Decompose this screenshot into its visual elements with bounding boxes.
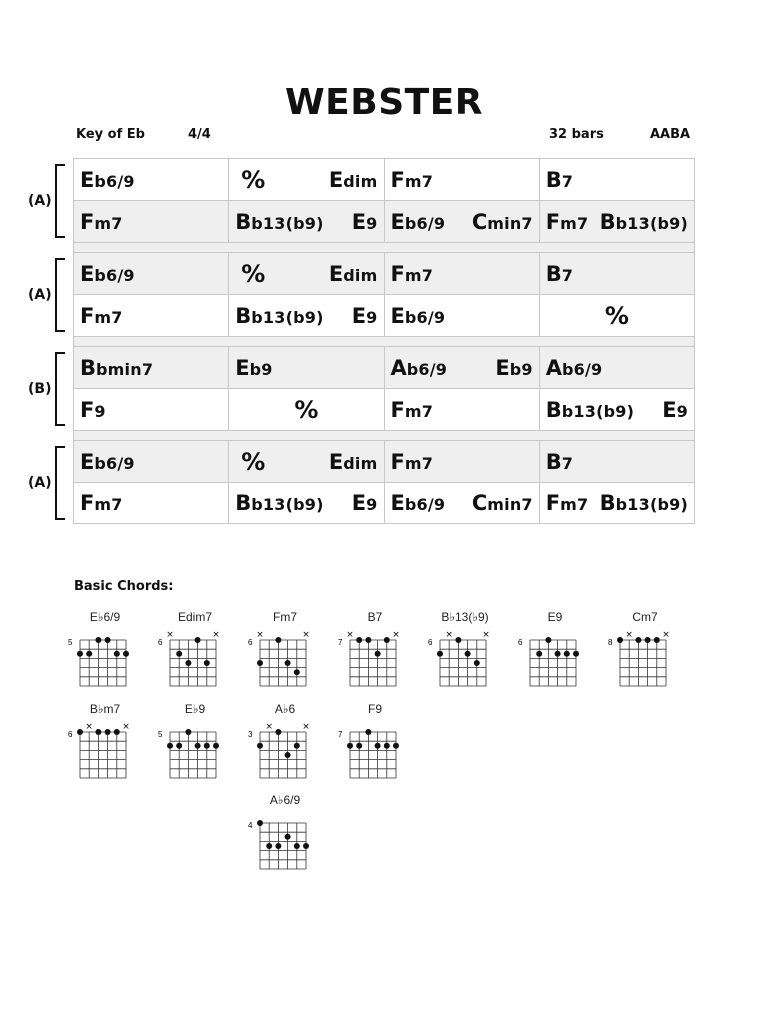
- fret-number: 7: [338, 730, 343, 739]
- chord-symbol: Fm7: [390, 167, 434, 192]
- chord-symbol: Fm7: [390, 397, 434, 422]
- fretboard: [60, 624, 150, 690]
- muted-string-icon: ×: [265, 722, 273, 732]
- chord-symbol: E9: [662, 397, 688, 422]
- fret-number: 7: [338, 638, 343, 647]
- measure: [540, 201, 694, 242]
- chart-row: [73, 158, 695, 200]
- chord-diagram-name: E9: [547, 610, 563, 624]
- finger-dot: [347, 743, 353, 749]
- muted-string-icon: ×: [302, 722, 310, 732]
- measure: [540, 389, 694, 430]
- finger-dot: [555, 651, 561, 657]
- finger-dot: [365, 729, 371, 735]
- measure: [229, 201, 384, 242]
- chart-row: [73, 294, 695, 336]
- muted-string-icon: ×: [212, 630, 220, 640]
- section-bracket: [55, 352, 65, 426]
- muted-string-icon: ×: [85, 722, 93, 732]
- section-bracket: [55, 164, 65, 238]
- fretboard: [240, 624, 330, 690]
- finger-dot: [645, 637, 651, 643]
- song-form: AABA: [650, 127, 691, 142]
- section-label: (B): [28, 381, 52, 397]
- chart-row: [73, 346, 695, 388]
- chord-diagram-name: B♭13(♭9): [441, 610, 489, 624]
- measure: [385, 441, 540, 482]
- chord-symbol: Edim: [328, 449, 378, 474]
- finger-dot: [275, 729, 281, 735]
- fret-number: 6: [248, 638, 253, 647]
- repeat-sign: %: [241, 447, 266, 476]
- measure: [229, 483, 384, 523]
- fret-number: 5: [158, 730, 163, 739]
- measure: [74, 253, 229, 294]
- finger-dot: [465, 651, 471, 657]
- section-label: (A): [28, 193, 52, 209]
- fret-number: 8: [608, 638, 613, 647]
- finger-dot: [356, 637, 362, 643]
- chord-diagram-name: B7: [367, 610, 383, 624]
- time-signature: 4/4: [188, 127, 211, 142]
- fret-number: 6: [68, 730, 73, 739]
- measure: [385, 483, 540, 523]
- measure: [74, 347, 229, 388]
- finger-dot: [474, 660, 480, 666]
- fretboard: [240, 716, 330, 782]
- finger-dot: [437, 651, 443, 657]
- finger-dot: [176, 651, 182, 657]
- chart-section: [73, 440, 695, 524]
- finger-dot: [257, 660, 263, 666]
- finger-dot: [365, 637, 371, 643]
- muted-string-icon: ×: [346, 630, 354, 640]
- measure: [74, 159, 229, 200]
- measure: [385, 347, 540, 388]
- finger-dot: [266, 843, 272, 849]
- chord-symbol: Cmin7: [471, 209, 533, 234]
- finger-dot: [564, 651, 570, 657]
- finger-dot: [635, 637, 641, 643]
- measure: [229, 389, 384, 430]
- finger-dot: [384, 743, 390, 749]
- measure: [540, 441, 694, 482]
- finger-dot: [123, 651, 129, 657]
- section-bracket: [55, 258, 65, 332]
- chart-section: [73, 158, 695, 242]
- chord-diagram-name: Cm7: [632, 610, 658, 624]
- chord-symbol: Eb6/9: [390, 303, 446, 328]
- section-bracket: [55, 446, 65, 520]
- fretboard: [600, 624, 690, 690]
- finger-dot: [114, 651, 120, 657]
- chord-symbol: Fm7: [390, 261, 434, 286]
- section-label: (A): [28, 475, 52, 491]
- repeat-sign: %: [294, 395, 319, 424]
- finger-dot: [275, 637, 281, 643]
- finger-dot: [195, 637, 201, 643]
- muted-string-icon: ×: [256, 630, 264, 640]
- measure: [540, 159, 694, 200]
- chord-symbol: Bb13(b9): [599, 491, 688, 515]
- chord-symbol: Bb13(b9): [235, 209, 324, 234]
- finger-dot: [536, 651, 542, 657]
- finger-dot: [294, 843, 300, 849]
- finger-dot: [257, 743, 263, 749]
- finger-dot: [105, 729, 111, 735]
- section-gap: [73, 336, 695, 346]
- chord-symbol: Eb9: [235, 355, 273, 380]
- measure: [229, 441, 384, 482]
- finger-dot: [257, 820, 263, 826]
- chord-symbol: Fm7: [545, 209, 589, 234]
- measure: [229, 253, 384, 294]
- section-gap: [73, 242, 695, 252]
- chord-symbol: E9: [351, 491, 378, 515]
- finger-dot: [114, 729, 120, 735]
- fretboard: [420, 624, 510, 690]
- finger-dot: [545, 637, 551, 643]
- chart-row: [73, 440, 695, 482]
- chord-symbol: Bb13(b9): [235, 303, 324, 328]
- finger-dot: [77, 651, 83, 657]
- muted-string-icon: ×: [482, 630, 490, 640]
- fretboard: [150, 624, 240, 690]
- finger-dot: [375, 651, 381, 657]
- measure: [540, 295, 694, 336]
- chord-symbol: Eb6/9: [80, 167, 135, 192]
- fret-number: 3: [248, 730, 253, 739]
- bar-count: 32 bars: [549, 127, 604, 142]
- chord-symbol: Bb13(b9): [545, 397, 635, 422]
- measure: [385, 295, 540, 336]
- fretboard: [60, 716, 150, 782]
- finger-dot: [86, 651, 92, 657]
- finger-dot: [95, 729, 101, 735]
- fretboard: [330, 716, 420, 782]
- finger-dot: [176, 743, 182, 749]
- chart-section: [73, 346, 695, 430]
- measure: [74, 389, 229, 430]
- chord-diagram-name: Fm7: [273, 610, 297, 624]
- measure: [540, 483, 694, 523]
- finger-dot: [617, 637, 623, 643]
- chord-diagram-name: E♭6/9: [89, 610, 121, 624]
- song-title: WEBSTER: [284, 82, 484, 123]
- chord-diagram-name: B♭m7: [89, 702, 121, 716]
- measure: [385, 159, 540, 200]
- finger-dot: [77, 729, 83, 735]
- finger-dot: [105, 637, 111, 643]
- muted-string-icon: ×: [166, 630, 174, 640]
- chord-symbol: Fm7: [80, 209, 123, 234]
- muted-string-icon: ×: [625, 630, 633, 640]
- measure: [229, 295, 384, 336]
- section-label: (A): [28, 287, 52, 303]
- chord-symbol: Edim: [328, 261, 378, 286]
- measure: [74, 441, 229, 482]
- chord-diagram-name: E♭9: [184, 702, 206, 716]
- chord-symbol: Bb13(b9): [599, 209, 688, 234]
- measure: [540, 347, 694, 388]
- measure: [74, 295, 229, 336]
- finger-dot: [455, 637, 461, 643]
- chord-diagram-name: Edim7: [177, 610, 212, 624]
- fret-number: 6: [518, 638, 523, 647]
- chord-symbol: Fm7: [80, 303, 123, 328]
- measure: [229, 159, 384, 200]
- chord-symbol: Fm7: [80, 491, 123, 515]
- measure: [540, 253, 694, 294]
- section-gap: [73, 430, 695, 440]
- chord-symbol: Ab6/9: [390, 355, 448, 380]
- finger-dot: [356, 743, 362, 749]
- finger-dot: [303, 843, 309, 849]
- finger-dot: [294, 743, 300, 749]
- chord-symbol: E9: [351, 303, 378, 328]
- finger-dot: [573, 651, 579, 657]
- chart-section: [73, 252, 695, 336]
- finger-dot: [185, 660, 191, 666]
- finger-dot: [204, 743, 210, 749]
- chord-symbol: Fm7: [545, 491, 589, 515]
- repeat-sign: %: [241, 259, 266, 288]
- finger-dot: [285, 660, 291, 666]
- muted-string-icon: ×: [392, 630, 400, 640]
- chord-diagram-name: A♭6/9: [269, 793, 301, 807]
- chord-symbol: Cmin7: [471, 491, 533, 515]
- key-signature: Key of Eb: [76, 127, 145, 142]
- chord-chart: [28, 158, 695, 524]
- chord-symbol: F9: [80, 397, 106, 422]
- finger-dot: [275, 843, 281, 849]
- measure: [229, 347, 384, 388]
- fret-number: 6: [428, 638, 433, 647]
- chord-symbol: B7: [545, 261, 574, 286]
- finger-dot: [213, 743, 219, 749]
- chord-symbol: Fm7: [390, 449, 434, 474]
- finger-dot: [384, 637, 390, 643]
- chord-diagram-name: F9: [367, 702, 382, 716]
- finger-dot: [393, 743, 399, 749]
- finger-dot: [185, 729, 191, 735]
- fretboard: [240, 807, 330, 873]
- measure: [74, 201, 229, 242]
- measure: [385, 389, 540, 430]
- chord-symbol: Eb6/9: [390, 491, 446, 515]
- fret-number: 6: [158, 638, 163, 647]
- fretboard: [510, 624, 600, 690]
- finger-dot: [294, 669, 300, 675]
- chord-symbol: Bbmin7: [80, 355, 154, 380]
- basic-chords-heading: Basic Chords:: [74, 579, 174, 594]
- measure: [385, 253, 540, 294]
- chord-symbol: E9: [351, 209, 378, 234]
- chord-symbol: Eb6/9: [80, 261, 135, 286]
- finger-dot: [375, 743, 381, 749]
- fret-number: 4: [248, 821, 253, 830]
- fretboard: [330, 624, 420, 690]
- muted-string-icon: ×: [122, 722, 130, 732]
- chord-symbol: Eb6/9: [80, 449, 135, 474]
- chart-row: [73, 200, 695, 242]
- chord-symbol: Eb6/9: [390, 209, 446, 234]
- fretboard: [150, 716, 240, 782]
- muted-string-icon: ×: [445, 630, 453, 640]
- repeat-sign: %: [241, 165, 266, 194]
- fret-number: 5: [68, 638, 73, 647]
- finger-dot: [167, 743, 173, 749]
- chart-row: [73, 388, 695, 430]
- chart-row: [73, 482, 695, 524]
- chord-symbol: B7: [545, 167, 574, 192]
- finger-dot: [285, 834, 291, 840]
- chord-symbol: Eb9: [495, 355, 533, 380]
- finger-dot: [195, 743, 201, 749]
- finger-dot: [285, 752, 291, 758]
- chord-symbol: Ab6/9: [545, 355, 603, 380]
- chord-symbol: Edim: [328, 167, 378, 192]
- finger-dot: [654, 637, 660, 643]
- finger-dot: [95, 637, 101, 643]
- muted-string-icon: ×: [302, 630, 310, 640]
- chord-symbol: B7: [545, 449, 574, 474]
- chord-symbol: Bb13(b9): [235, 491, 324, 515]
- repeat-sign: %: [604, 301, 629, 330]
- chord-diagram-name: A♭6: [274, 702, 296, 716]
- muted-string-icon: ×: [662, 630, 670, 640]
- finger-dot: [204, 660, 210, 666]
- chart-row: [73, 252, 695, 294]
- measure: [385, 201, 540, 242]
- measure: [74, 483, 229, 523]
